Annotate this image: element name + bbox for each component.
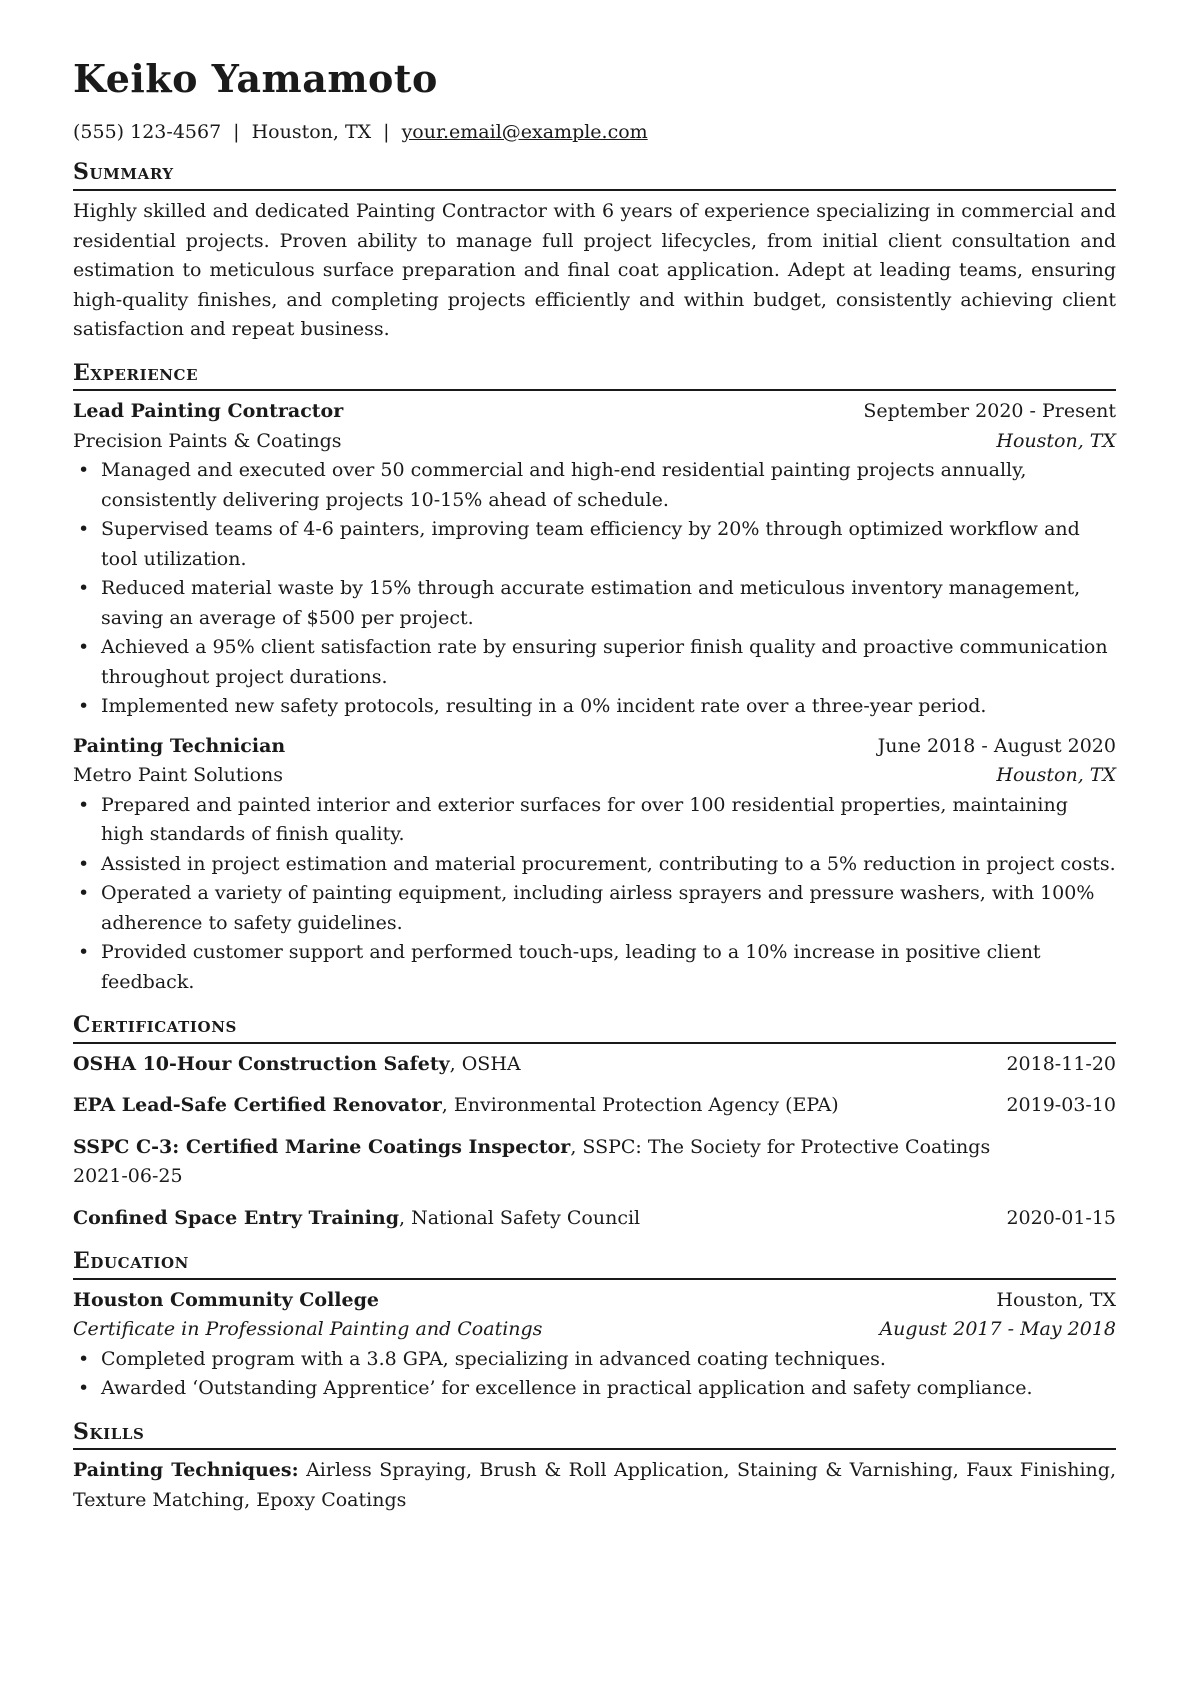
list-item: • Operated a variety of painting equipment, including airless sprayers and pressure washers, with 100% adherence to safety guidelines. (101, 879, 1116, 938)
certification-item (73, 1050, 1116, 1080)
section-title-experience: Experience (73, 359, 1116, 392)
list-item: • Completed program with a 3.8 GPA, specializing in advanced coating techniques. (101, 1345, 1116, 1375)
skills-text: Airless Spraying, Brush & Roll Application, Staining & Varnishing, Faux Finishing, Texture Matching, Epoxy Coatings (73, 1459, 1116, 1511)
certification-issuer: , Environmental Protection Agency (EPA) (441, 1094, 839, 1117)
education-dates: August 2017 - May 2018 (879, 1318, 1116, 1341)
skills-label: Painting Techniques: (73, 1459, 299, 1482)
list-item: • Implemented new safety protocols, resulting in a 0% incident rate over a three-year period. (101, 692, 1116, 722)
education-bullets (73, 1345, 1116, 1404)
certification-date: 2018-11-20 (1006, 1052, 1116, 1075)
school-location: Houston, TX (996, 1288, 1116, 1311)
certification-item (73, 1204, 1116, 1234)
certification-issuer: , National Safety Council (398, 1206, 641, 1229)
contact-line (73, 120, 1116, 145)
certification-name: SSPC C-3: Certified Marine Coatings Inspector (73, 1135, 571, 1158)
certification-item (73, 1091, 1116, 1121)
section-title-certifications: Certifications (73, 1011, 1116, 1044)
summary-text: Highly skilled and dedicated Painting Contractor with 6 years of experience specializing in commercial and residential projects. Proven ability to manage full project lifecycles, from initial client consultation and estimation to meticulous surface preparation and final coat application. Adept at leading teams, ensuring high-quality finishes, and completing projects efficiently and within budget, consistently achieving client satisfaction and repeat business. (73, 200, 1116, 341)
certification-item (73, 1133, 1116, 1192)
contact-separator: | (383, 120, 390, 143)
certification-date: 2019-03-10 (1006, 1094, 1116, 1117)
list-item: • Provided customer support and performed touch-ups, leading to a 10% increase in positive client feedback. (101, 938, 1116, 997)
list-item: • Achieved a 95% client satisfaction rate by ensuring superior finish quality and proactive communication throughout project durations. (101, 633, 1116, 692)
candidate-name: Keiko Yamamoto (73, 56, 438, 101)
job-role: Lead Painting Contractor (73, 400, 344, 423)
job-company: Precision Paints & Coatings (73, 429, 342, 452)
job-dates: June 2018 - August 2020 (877, 734, 1116, 757)
skills-line (73, 1456, 1116, 1515)
email-link[interactable]: your.email@example.com (401, 120, 648, 143)
list-item: • Assisted in project estimation and material procurement, contributing to a 5% reduction in project costs. (101, 850, 1116, 880)
certification-name: OSHA 10-Hour Construction Safety (73, 1052, 450, 1075)
list-item: • Prepared and painted interior and exterior surfaces for over 100 residential properties, maintaining high standards of finish quality. (101, 791, 1116, 850)
list-item: • Awarded ‘Outstanding Apprentice’ for excellence in practical application and safety compliance. (101, 1374, 1116, 1404)
degree-name: Certificate in Professional Painting and Coatings (73, 1318, 543, 1341)
phone-number: (555) 123-4567 (73, 120, 222, 143)
section-title-skills: Skills (73, 1418, 1116, 1451)
list-item: • Reduced material waste by 15% through accurate estimation and meticulous inventory management, saving an average of $500 per project. (101, 574, 1116, 633)
job-role: Painting Technician (73, 734, 286, 757)
job-bullets (73, 791, 1116, 998)
job-location: Houston, TX (996, 429, 1116, 452)
section-title-summary: Summary (73, 158, 1116, 191)
job-location: Houston, TX (996, 764, 1116, 787)
list-item: • Managed and executed over 50 commercial and high-end residential painting projects annually, consistently delivering projects 10-15% ahead of schedule. (101, 456, 1116, 515)
job-company: Metro Paint Solutions (73, 764, 284, 787)
job-entry (73, 732, 1116, 998)
certification-date: 2020-01-15 (1006, 1206, 1116, 1229)
certification-issuer: , OSHA (449, 1052, 521, 1075)
certification-issuer: , SSPC: The Society for Protective Coatings (570, 1135, 991, 1158)
job-entry (73, 397, 1116, 722)
certification-name: EPA Lead-Safe Certified Renovator (73, 1094, 442, 1117)
location: Houston, TX (251, 120, 372, 143)
contact-separator: | (233, 120, 240, 143)
job-bullets (73, 456, 1116, 722)
list-item: • Supervised teams of 4-6 painters, improving team efficiency by 20% through optimized workflow and tool utilization. (101, 515, 1116, 574)
school-name: Houston Community College (73, 1288, 379, 1311)
section-title-education: Education (73, 1247, 1116, 1280)
certification-date: 2021-06-25 (73, 1165, 183, 1188)
certification-name: Confined Space Entry Training (73, 1206, 399, 1229)
job-dates: September 2020 - Present (863, 400, 1116, 423)
